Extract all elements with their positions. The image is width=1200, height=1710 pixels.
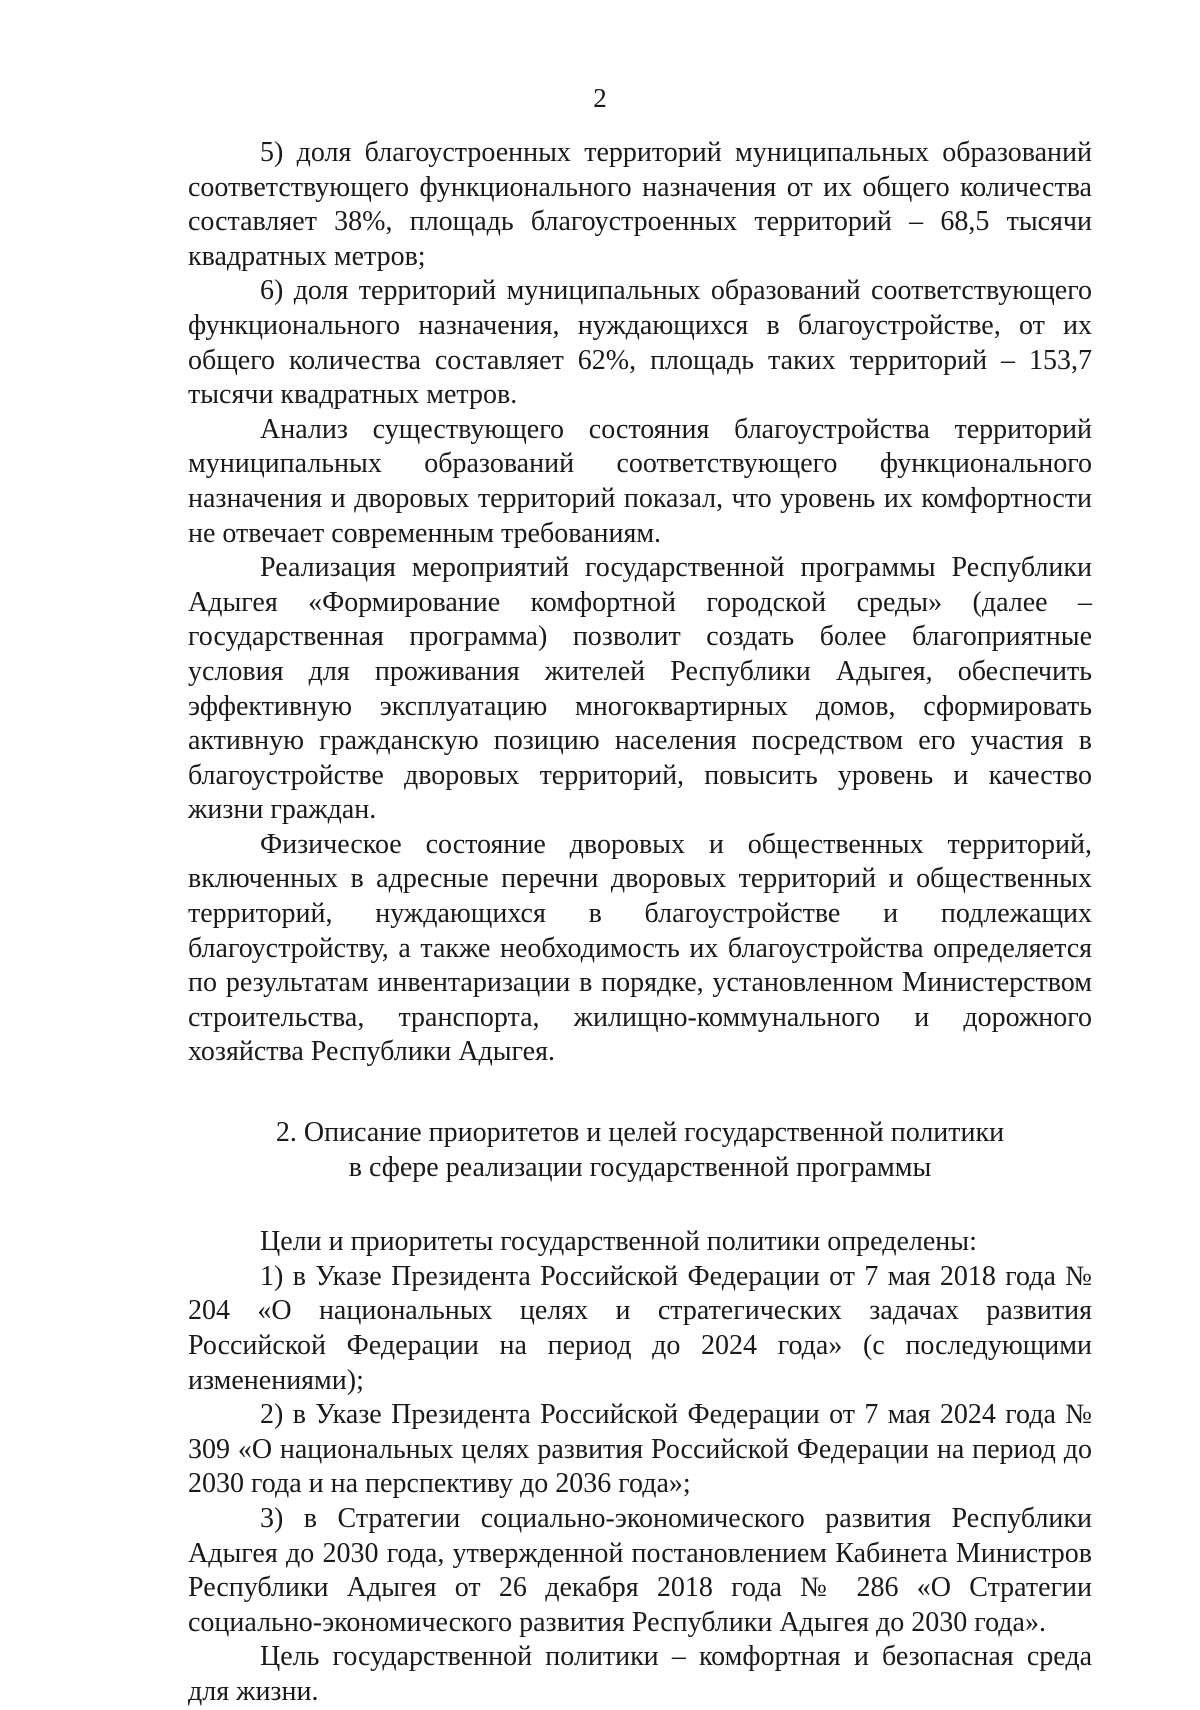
paragraph-decree-2018: 1) в Указе Президента Российской Федерации от 7 мая 2018 года № 204 «О национальных целях и стратегических задачах развития Российской Федерации на период до 2024 года» (с последующими изменениями); [188, 1260, 1092, 1396]
paragraph-analysis: Анализ существующего состояния благоустройства территорий муниципальных образований соответствующего функционального назначения и дворовых территорий показал, что уровень их комфортности не отвечает современным требованиям. [188, 413, 1092, 549]
section-heading [188, 1116, 1092, 1185]
paragraph-physical-state: Физическое состояние дворовых и общественных территорий, включенных в адресные перечни дворовых территорий и общественных территорий, нуждающихся в благоустройстве и подлежащих благоустройству, а также необходимость их благоустройства определяется по результатам инвентаризации в порядке, установленном Министерством строительства, транспорта, жилищно-коммунального и дорожного хозяйства Республики Адыгея. [188, 828, 1092, 1068]
section-heading-line-2: в сфере реализации государственной программы [348, 1151, 932, 1183]
page-number: 2 [593, 83, 607, 113]
section-heading-line-1: 2. Описание приоритетов и целей государственной политики [275, 1117, 1005, 1149]
paragraph-program-implementation: Реализация мероприятий государственной программы Республики Адыгея «Формирование комфортной городской среды» (далее – государственная программа) позволит создать более благоприятные условия для проживания жителей Республики Адыгея, обеспечить эффективную эксплуатацию многоквартирных домов, сформировать активную гражданскую позицию населения посредством его участия в благоустройстве дворовых территорий, повысить уровень и качество жизни граждан. [188, 552, 1092, 826]
paragraph-decree-2024: 2) в Указе Президента Российской Федерации от 7 мая 2024 года № 309 «О национальных целях развития Российской Федерации на период до 2030 года и на перспективу до 2036 года»; [188, 1399, 1092, 1500]
paragraph-goals-intro: Цели и приоритеты государственной политики определены: [260, 1226, 977, 1258]
paragraph-policy-goal: Цель государственной политики – комфортная и безопасная среда для жизни. [188, 1641, 1092, 1707]
paragraph-strategy: 3) в Стратегии социально-экономического развития Республики Адыгея до 2030 года, утвержденной постановлением Кабинета Министров Республики Адыгея от 26 декабря 2018 года № 286 «О Стратегии социально-экономического развития Республики Адыгея до 2030 года». [188, 1502, 1092, 1638]
paragraph-item-5: 5) доля благоустроенных территорий муниципальных образований соответствующего функционального назначения от их общего количества составляет 38%, площадь благоустроенных территорий – 68,5 тысячи квадратных метров; [188, 137, 1092, 272]
paragraph-item-6: 6) доля территорий муниципальных образований соответствующего функционального назначения, нуждающихся в благоустройстве, от их общего количества составляет 62%, площадь таких территорий – 153,7 тысячи квадратных метров. [188, 275, 1092, 411]
document-body [188, 136, 1092, 1710]
